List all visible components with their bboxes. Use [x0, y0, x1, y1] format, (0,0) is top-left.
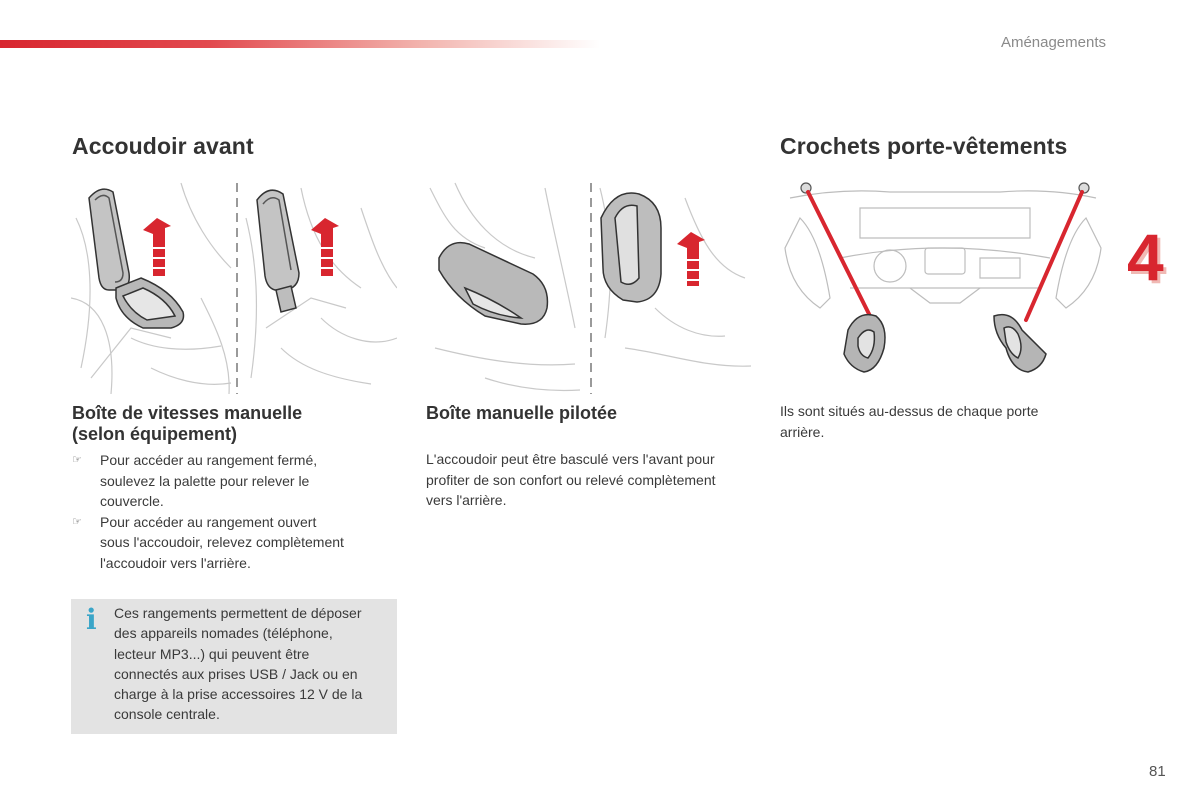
coat-hooks-illustration: [780, 178, 1106, 378]
info-box: [71, 599, 397, 734]
chapter-number: 4: [1127, 220, 1164, 294]
bullet-line: couvercle.: [100, 493, 164, 509]
text-line: profiter de son confort ou relevé complètement: [426, 471, 716, 488]
crochets-title: Crochets porte-vêtements: [780, 133, 1068, 159]
list-item: [72, 450, 392, 512]
manual-gearbox-subtitle-line1: Boîte de vitesses manuelle: [72, 403, 303, 423]
info-line: console centrale.: [114, 706, 220, 723]
coat-hooks-text: [780, 401, 1090, 442]
info-line: charge à la prise accessoires 12 V de la: [114, 686, 363, 703]
pointing-hand-icon: ☞: [72, 454, 82, 466]
manual-gearbox-bullet-list: [72, 450, 392, 573]
bullet-line: soulevez la palette pour relever le: [100, 472, 310, 489]
page-number: 81: [1149, 763, 1166, 780]
bullet-line: Pour accéder au rangement ouvert: [100, 513, 317, 530]
armrest-piloted-illustration: [425, 178, 751, 394]
bullet-line: l'accoudoir vers l'arrière.: [100, 554, 251, 571]
text-line: vers l'arrière.: [426, 492, 507, 508]
header-accent-bar: [0, 40, 600, 48]
armrest-manual-illustration: [71, 178, 397, 394]
text-line: arrière.: [780, 423, 825, 440]
piloted-gearbox-subtitle: Boîte manuelle pilotée: [426, 403, 618, 423]
piloted-gearbox-text: [426, 449, 756, 511]
manual-gearbox-subtitle: [72, 403, 302, 445]
info-line: connectés aux prises USB / Jack ou en: [114, 665, 358, 682]
list-item: [72, 512, 392, 574]
bullet-line: sous l'accoudoir, relevez complètement: [100, 534, 344, 550]
info-text: [114, 603, 392, 725]
info-line: des appareils nomades (téléphone,: [114, 625, 333, 642]
text-line: L'accoudoir peut être basculé vers l'avant pour: [426, 451, 715, 467]
info-line: lecteur MP3...) qui peuvent être: [114, 645, 310, 662]
text-line: Ils sont situés au-dessus de chaque porte: [780, 403, 1039, 419]
accoudoir-title: Accoudoir avant: [72, 133, 254, 159]
bullet-line: Pour accéder au rangement fermé,: [100, 452, 318, 468]
section-label: Aménagements: [1000, 34, 1106, 51]
pointing-hand-icon: ☞: [72, 515, 82, 528]
manual-gearbox-subtitle-line2: (selon équipement): [72, 424, 238, 444]
info-icon: i: [86, 603, 97, 636]
info-line: Ces rangements permettent de déposer: [114, 605, 362, 621]
